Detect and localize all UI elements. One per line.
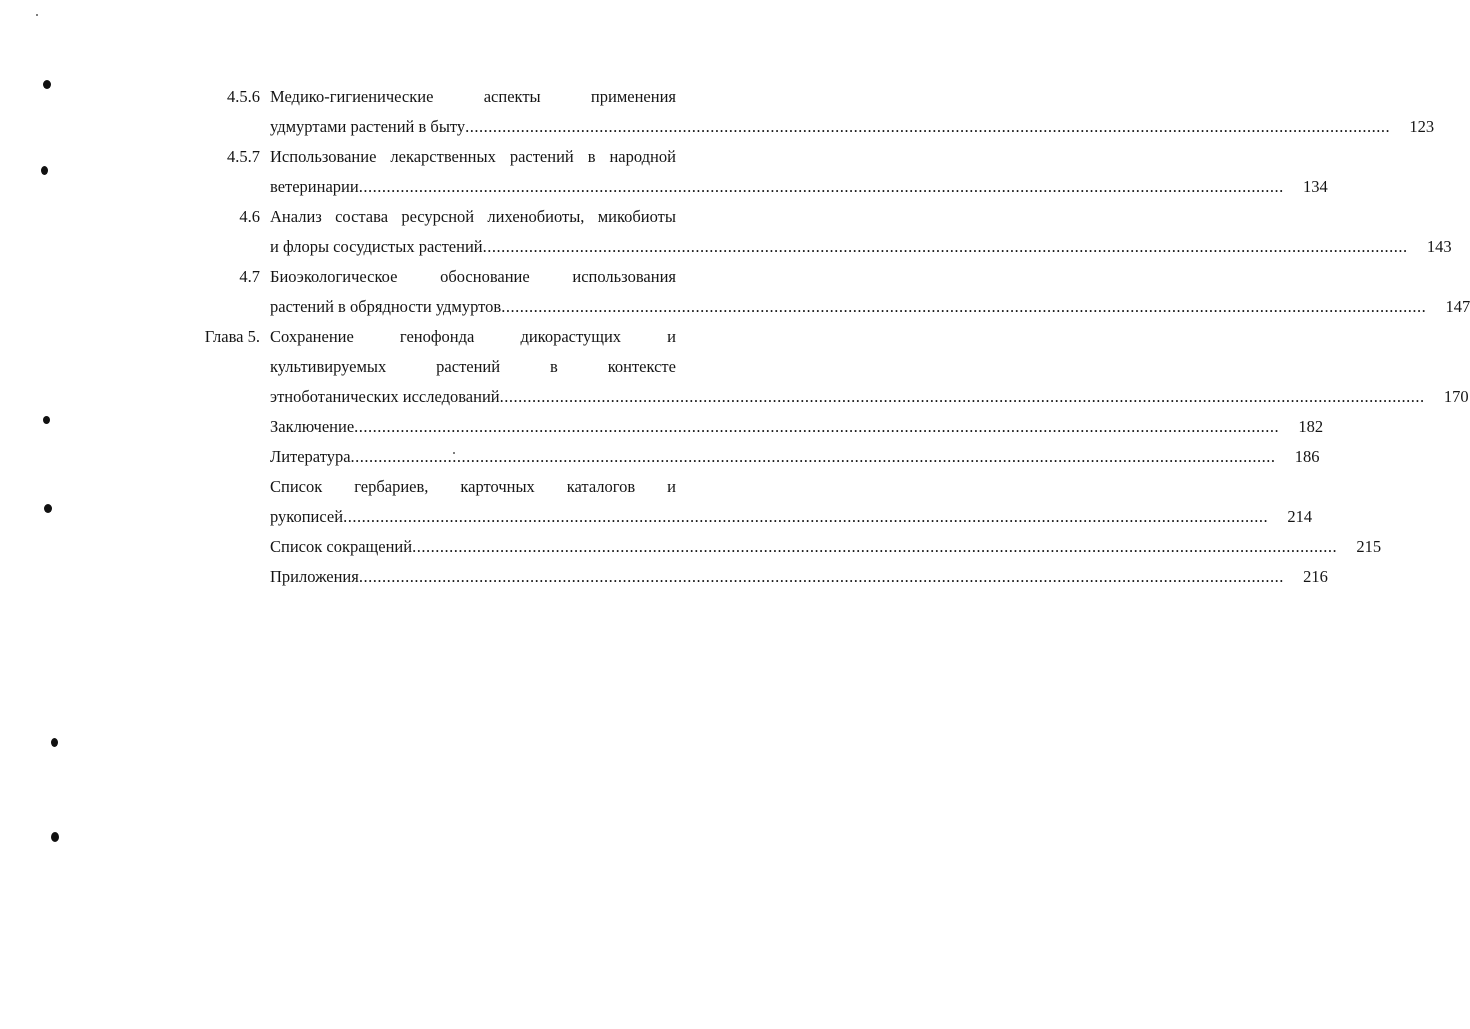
toc-page-number: 170 xyxy=(1443,387,1469,406)
toc-dot-leader: ........................................................................................................................................................................................................ xyxy=(499,387,1425,406)
toc-title-text: Заключение xyxy=(270,417,355,436)
toc-entry-number: 4.5.6 xyxy=(227,87,260,106)
toc-title-word: лихенобиоты, xyxy=(487,207,585,226)
toc-dot-leader: ........................................................................................................................................................................................................ xyxy=(350,447,1276,466)
toc-entry-title xyxy=(270,412,1324,442)
toc-dot-leader: ........................................................................................................................................................................................................ xyxy=(354,417,1280,436)
toc-title-word: в xyxy=(550,357,558,376)
toc-entry-title xyxy=(270,442,1320,472)
toc-title-word: гербариев, xyxy=(354,477,429,496)
toc-title-word: состава xyxy=(335,207,389,226)
toc-dot-leader: ........................................................................................................................................................................................................ xyxy=(343,507,1269,526)
toc-entry-title xyxy=(270,82,1435,142)
toc-title-last-line xyxy=(270,412,1324,442)
toc-title-last-line xyxy=(270,172,1328,202)
toc-title-text: растений в обрядности удмуртов xyxy=(270,297,502,316)
toc-page-number: 134 xyxy=(1302,177,1328,196)
toc-title-word: народной xyxy=(609,147,676,166)
toc-title-line xyxy=(270,202,676,232)
toc-title-word: использования xyxy=(572,267,676,286)
toc-title-word: Анализ xyxy=(270,207,322,226)
toc-title-word: растений xyxy=(436,357,501,376)
toc-title-word: Список xyxy=(270,477,323,496)
toc-title-word: и xyxy=(667,327,676,346)
toc-title-text: Список сокращений xyxy=(270,537,413,556)
toc-dot-leader: ........................................................................................................................................................................................................ xyxy=(358,177,1284,196)
toc-page-number: 123 xyxy=(1409,117,1435,136)
toc-title-last-line xyxy=(270,112,1435,142)
toc-title-text: удмуртами растений в быту xyxy=(270,117,466,136)
toc-dot-leader: ........................................................................................................................................................................................................ xyxy=(482,237,1408,256)
toc-title-word: Сохранение xyxy=(270,327,354,346)
toc-title-last-line xyxy=(270,442,1320,472)
toc-dot-leader: ........................................................................................................................................................................................................ xyxy=(358,567,1284,586)
toc-title-text: рукописей xyxy=(270,507,344,526)
binding-hole-mark xyxy=(43,80,51,89)
toc-entry-title xyxy=(270,142,1328,202)
binding-hole-mark xyxy=(43,416,50,424)
toc-entry-title xyxy=(270,322,1469,412)
toc-title-word: Биоэкологическое xyxy=(270,267,398,286)
toc-title-text: Литература xyxy=(270,447,351,466)
toc-title-word: применения xyxy=(590,87,676,106)
toc-dot-leader: ........................................................................................................................................................................................................ xyxy=(465,117,1391,136)
toc-entry-number: 4.5.7 xyxy=(227,147,260,166)
toc-title-last-line xyxy=(270,232,1452,262)
toc-title-word: Медико-гигиенические xyxy=(270,87,434,106)
toc-entry-number: 4.7 xyxy=(239,267,260,286)
toc-page-number: 182 xyxy=(1298,417,1324,436)
toc-title-word: обоснование xyxy=(440,267,530,286)
toc-title-last-line xyxy=(270,562,1328,592)
toc-title-word: аспекты xyxy=(483,87,541,106)
toc-title-word: растений xyxy=(509,147,574,166)
toc-entry-title xyxy=(270,202,1452,262)
toc-page-number: 143 xyxy=(1426,237,1452,256)
toc-title-word: ресурсной xyxy=(401,207,475,226)
toc-page-number: 216 xyxy=(1303,567,1328,586)
toc-title-word: карточных xyxy=(460,477,535,496)
toc-title-word: контексте xyxy=(607,357,676,376)
toc-title-line xyxy=(270,322,676,352)
toc-title-line xyxy=(270,82,676,112)
toc-title-word: микобиоты xyxy=(597,207,676,226)
toc-entry-number: Глава 5. xyxy=(204,327,260,346)
toc-title-text: и флоры сосудистых растений xyxy=(270,237,483,256)
toc-title-word: культивируемых xyxy=(270,357,387,376)
toc-entry-title xyxy=(270,562,1328,592)
toc-page-number: 215 xyxy=(1356,537,1382,556)
toc-title-word: генофонда xyxy=(399,327,475,346)
toc-title-word: в xyxy=(587,147,596,166)
toc-title-word: и xyxy=(667,477,676,496)
toc-title-word: каталогов xyxy=(566,477,636,496)
toc-entry-title xyxy=(270,262,1470,322)
toc-page-number: 214 xyxy=(1287,507,1313,526)
binding-hole-mark xyxy=(44,504,52,513)
toc-entry-title xyxy=(270,532,1382,562)
toc-dot-leader: ........................................................................................................................................................................................................ xyxy=(501,297,1427,316)
toc-title-text: этноботанических исследований xyxy=(270,387,500,406)
toc-title-line xyxy=(270,142,676,172)
toc-title-text: Приложения xyxy=(270,567,359,586)
binding-hole-mark xyxy=(41,166,48,175)
toc-title-word: Использование xyxy=(270,147,377,166)
toc-entry-title xyxy=(270,472,1313,532)
toc-page-number: 147 xyxy=(1445,297,1470,316)
toc-title-last-line xyxy=(270,292,1470,322)
toc-entry-number: 4.6 xyxy=(239,207,260,226)
scan-speck xyxy=(36,14,38,16)
toc-title-last-line xyxy=(270,532,1382,562)
toc-dot-leader: ........................................................................................................................................................................................................ xyxy=(412,537,1338,556)
toc-title-last-line xyxy=(270,382,1469,412)
toc-title-word: дикорастущих xyxy=(520,327,622,346)
toc-title-last-line xyxy=(270,502,1313,532)
binding-hole-mark xyxy=(51,738,58,747)
binding-hole-mark xyxy=(51,832,59,842)
toc-title-word: лекарственных xyxy=(390,147,496,166)
toc-title-line xyxy=(270,472,676,502)
toc-title-line xyxy=(270,262,676,292)
toc-page-number: 186 xyxy=(1294,447,1320,466)
toc-title-line xyxy=(270,352,676,382)
toc-title-text: ветеринарии xyxy=(270,177,359,196)
